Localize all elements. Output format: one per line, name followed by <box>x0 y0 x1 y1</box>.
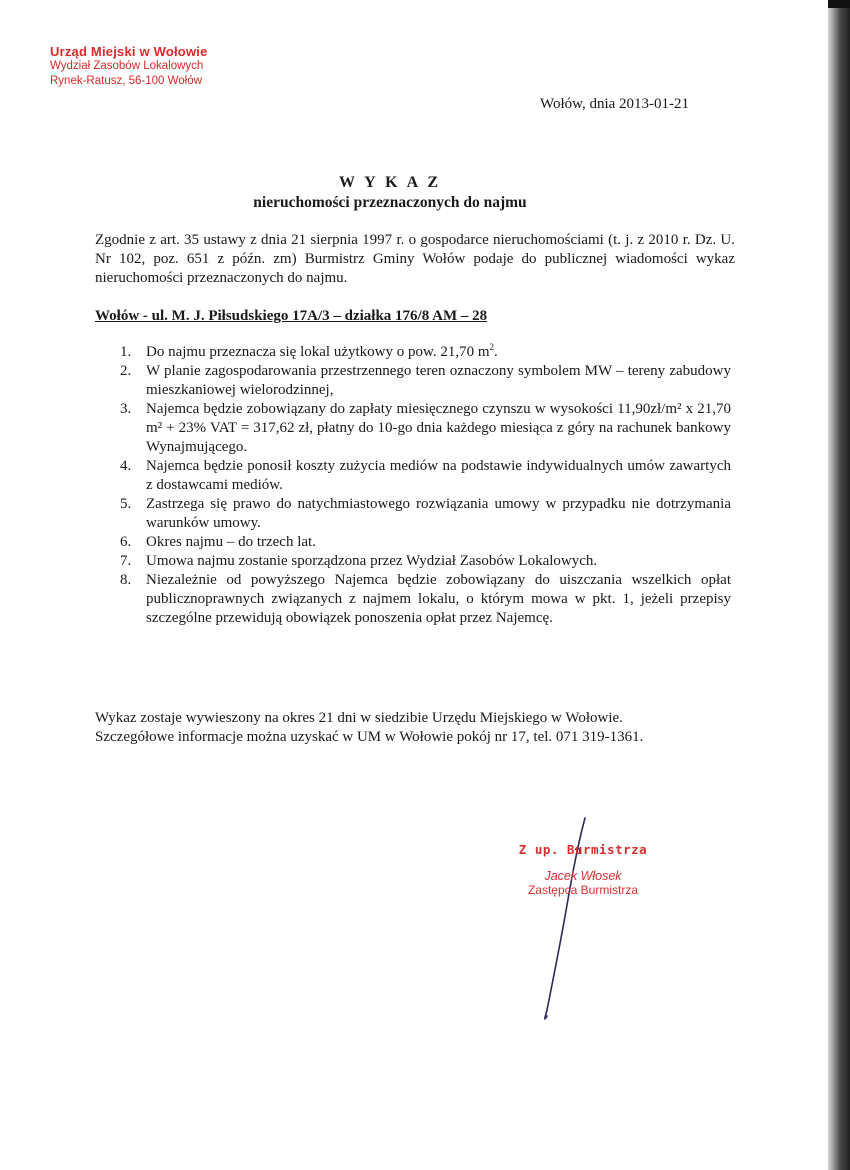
condition-item <box>95 400 731 457</box>
property-heading: Wołów - ul. M. J. Piłsudskiego 17A/3 – działka 176/8 AM – 28 <box>95 308 488 324</box>
condition-item <box>95 457 731 495</box>
condition-number: 5. <box>120 496 132 512</box>
condition-text: Najemca będzie zobowiązany do zapłaty miesięcznego czynszu w wysokości 11,90zł/m² x 21,70 m² + 23% VAT = 317,62 zł, płatny do 10-go dnia każdego miesiąca z góry na rachunek bankowy Wynajmującego. <box>146 401 731 455</box>
document-date: Wołów, dnia 2013-01-21 <box>540 96 690 112</box>
condition-number: 1. <box>120 344 132 360</box>
condition-item <box>95 362 731 400</box>
condition-text: Zastrzega się prawo do natychmiastowego rozwiązania umowy w przypadku nie dotrzymania warunków umowy. <box>146 496 731 531</box>
document-subtitle: nieruchomości przeznaczonych do najmu <box>253 194 527 211</box>
condition-text: Umowa najmu zostanie sporządzona przez Wydział Zasobów Lokalowych. <box>146 553 598 569</box>
signature-role: Z up. Burmistrza <box>518 842 648 857</box>
condition-text: Okres najmu – do trzech lat. <box>146 534 316 550</box>
condition-text: Niezależnie od powyższego Najemca będzie zobowiązany do uiszczania wszelkich opłat publicznoprawnych związanych z najmem lokalu, o którym mowa w pkt. 1, jeżeli przepisy szczególne przewidują obowiązek ponoszenia opłat przez Najemcę. <box>146 572 731 626</box>
footer-line-2: Szczegółowe informacje można uzyskać w UM w Wołowie pokój nr 17, tel. 071 319-1361. <box>95 729 644 745</box>
letterhead-department: Wydział Zasobów Lokalowych <box>50 60 204 72</box>
intro-paragraph: Zgodnie z art. 35 ustawy z dnia 21 sierpnia 1997 r. o gospodarce nieruchomościami (t. j. z 2010 r. Dz. U. Nr 102, poz. 651 z późn. zm) Burmistrz Gminy Wołów podaje do publicznej wiadomości wykaz nieruchomości przeznaczonych do najmu. <box>95 232 735 286</box>
condition-item <box>95 495 731 533</box>
letterhead-organization: Urząd Miejski w Wołowie <box>50 44 208 59</box>
condition-number: 2. <box>120 363 132 379</box>
letterhead-address: Rynek-Ratusz, 56-100 Wołów <box>50 75 202 87</box>
conditions-list <box>95 343 731 628</box>
signature-position: Zastępca Burmistrza <box>527 883 639 897</box>
document-title: W Y K A Z <box>339 174 441 191</box>
signature-stamp <box>508 842 658 897</box>
condition-number: 6. <box>120 534 132 550</box>
scan-edge <box>828 0 850 1170</box>
signature-name: Jacek Włosek <box>544 869 622 883</box>
scan-corner <box>828 0 850 8</box>
condition-number: 3. <box>120 401 132 417</box>
condition-number: 4. <box>120 458 132 474</box>
condition-item <box>95 552 731 571</box>
condition-text: Najemca będzie ponosił koszty zużycia mediów na podstawie indywidualnych umów zawartych z dostawcami mediów. <box>146 458 731 493</box>
condition-superscript: 2 <box>489 342 495 352</box>
footer-line-1: Wykaz zostaje wywieszony na okres 21 dni w siedzibie Urzędu Miejskiego w Wołowie. <box>95 710 623 726</box>
condition-suffix: . <box>494 344 498 360</box>
condition-item <box>95 571 731 628</box>
condition-text: W planie zagospodarowania przestrzennego teren oznaczony symbolem MW – tereny zabudowy mieszkaniowej wielorodzinnej, <box>146 363 731 398</box>
letterhead-stamp <box>50 44 208 89</box>
condition-number: 7. <box>120 553 132 569</box>
condition-item <box>95 533 731 552</box>
condition-number: 8. <box>120 572 132 588</box>
condition-item <box>95 343 731 362</box>
condition-text: Do najmu przeznacza się lokal użytkowy o pow. 21,70 m <box>146 344 490 360</box>
footer-notice <box>95 709 745 747</box>
